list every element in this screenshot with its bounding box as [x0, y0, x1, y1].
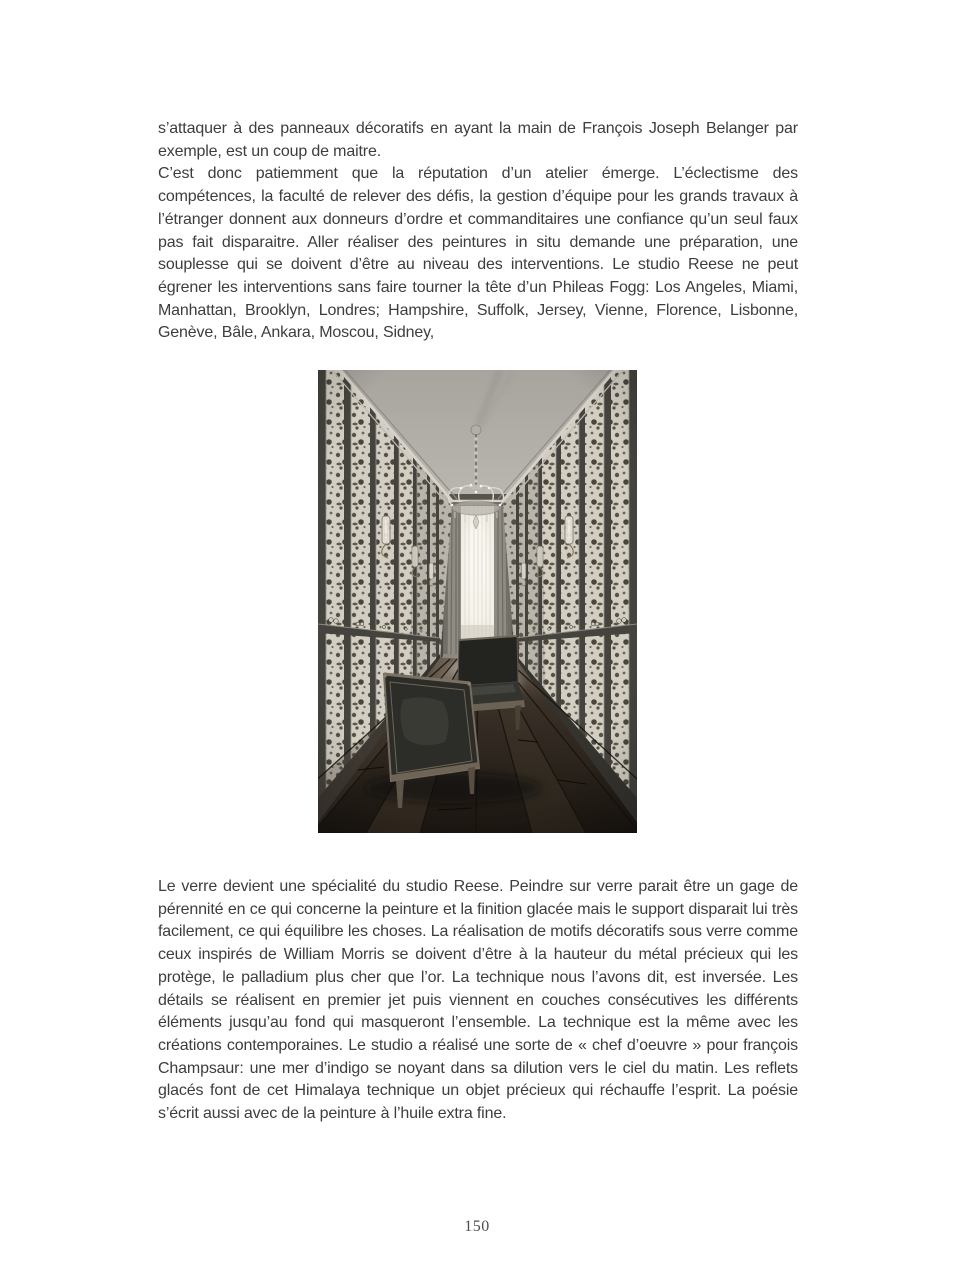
article-text-top: [158, 118, 798, 345]
page-number: 150: [464, 1218, 490, 1235]
photo-vignette: [318, 370, 637, 833]
interior-photo: [318, 370, 637, 833]
article-text-bottom: [158, 876, 798, 1126]
paragraph: C’est donc patiemment que la réputation d’un atelier émerge. L’éclectisme des compétences, la faculté de relever des défis, la gestion d’équipe pour les grands travaux à l’étranger donnent aux donneurs d’ordre et commanditaires une confiance qu’un seul faux pas fait disparaitre. Aller réaliser des peintures in situ demande une préparation, une souplesse qui se doivent d’être au niveau des interventions. Le studio Reese ne peut égrener les interventions sans faire tourner la tête d’un Phileas Fogg: Los Angeles, Miami, Manhattan, Brooklyn, Londres; Hampshire, Suffolk, Jersey, Vienne, Florence, Lisbonne, Genève, Bâle, Ankara, Moscou, Sidney,: [158, 165, 798, 342]
paragraph: s’attaquer à des panneaux décoratifs en ayant la main de François Joseph Belanger par exemple, est un coup de maitre.: [158, 120, 798, 160]
interior-photo-art: [318, 370, 637, 833]
paragraph: Le verre devient une spécialité du studio Reese. Peindre sur verre parait être un gage de pérennité en ce qui concerne la peinture et la finition glacée mais le support disparait lui très facilement, ce qui équilibre les choses. La réalisation de motifs décoratifs sous verre comme ceux inspirés de William Morris se doivent d’être à la hauteur du métal précieux qui les protège, le palladium plus cher que l’or. La technique nous l’avons dit, est inversée. Les détails se réalisent en premier jet puis viennent en couches consécutives les différents éléments jusqu’au fond qui masqueront l’ensemble. La technique est la même avec les créations contemporaines. Le studio a réalisé une sorte de « chef d’oeuvre » pour françois Champsaur: une mer d’indigo se noyant dans sa dilution vers le ciel du matin. Les reflets glacés font de cet Himalaya technique un objet précieux qui réchauffe l’esprit. La poésie s’écrit aussi avec de la peinture à l’huile extra fine.: [158, 878, 798, 1123]
